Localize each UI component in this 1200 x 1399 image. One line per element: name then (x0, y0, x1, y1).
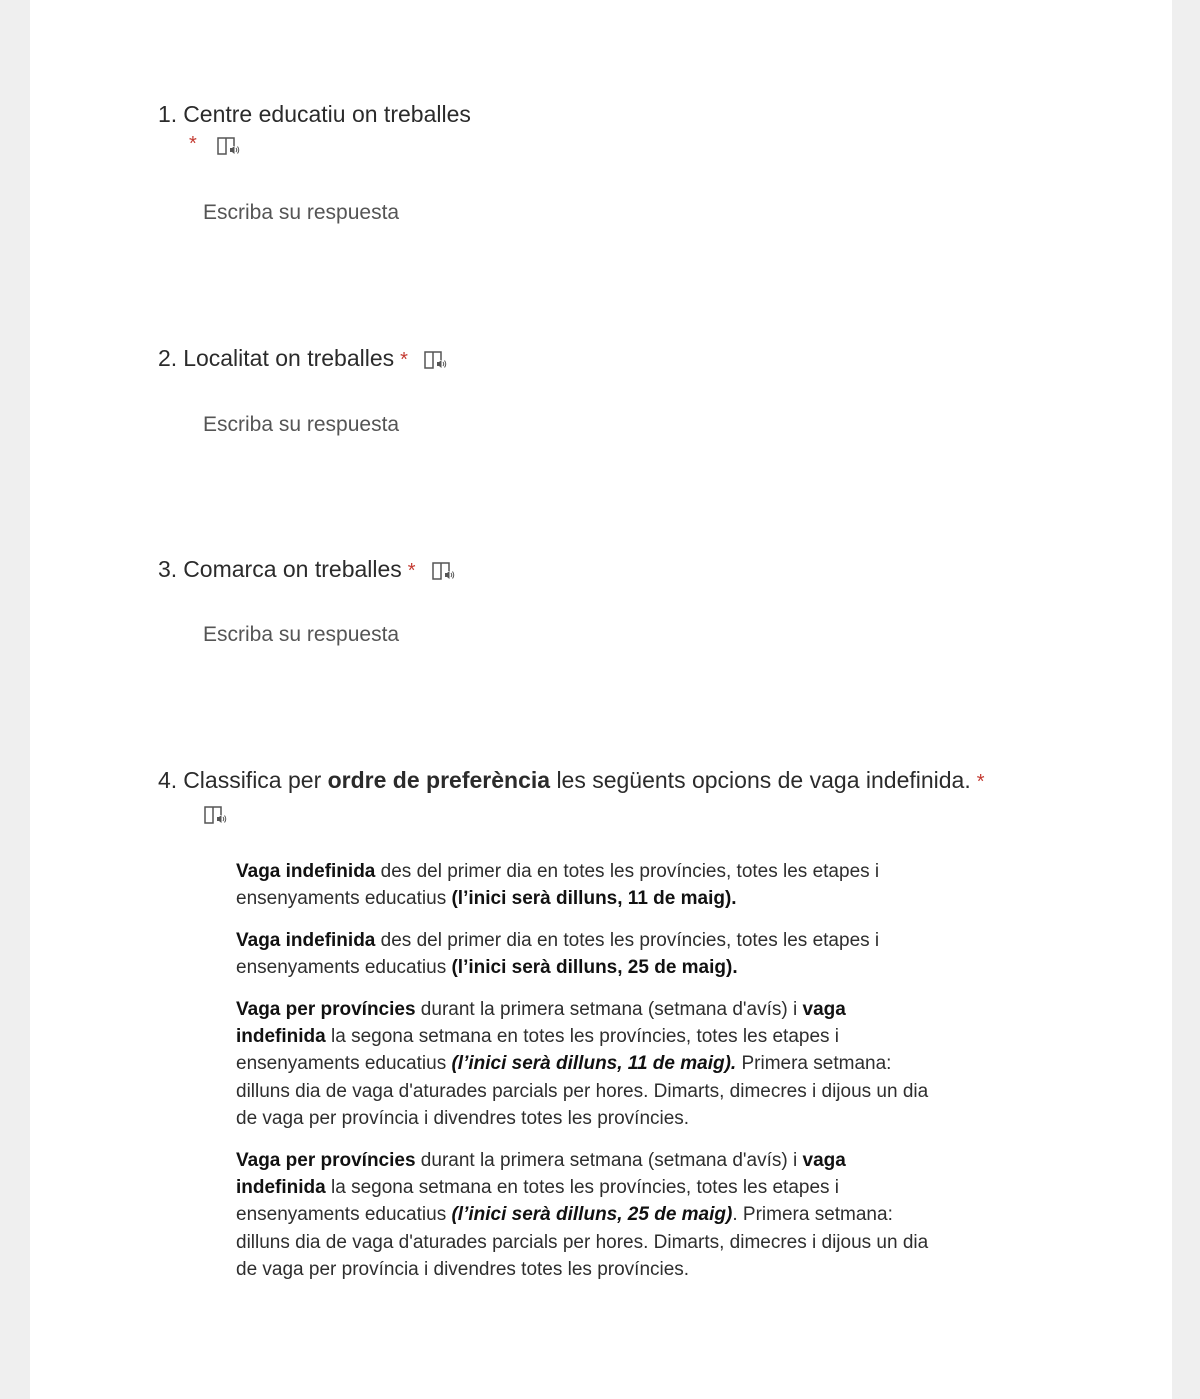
required-asterisk: * (407, 560, 416, 582)
answer-input-2[interactable]: Escriba su respuesta (203, 413, 400, 436)
question-4-title (158, 765, 985, 797)
option-text: la segona setmana en totes les províncies, totes les etapes i ensenyaments educatius (236, 1177, 840, 1226)
question-1-meta (189, 133, 241, 158)
option-text: . Primera setmana: dilluns dia de vaga d'aturades parcials per hores. Dimarts, dimecres i dijous un dia de vaga per província i divendres totes les províncies. (236, 1204, 929, 1281)
option-bold-lead: Vaga indefinida (236, 929, 376, 951)
ranking-option[interactable] (236, 858, 936, 913)
question-3-title (158, 554, 456, 586)
form-page (30, 0, 1172, 1399)
option-text: Primera setmana: dilluns dia de vaga d'aturades parcials per hores. Dimarts, dimecres i dijous un dia de vaga per província i divendres totes les províncies. (236, 1053, 929, 1130)
option-text: durant la primera setmana (setmana d'avís) i (415, 998, 803, 1020)
ranking-option[interactable] (236, 927, 936, 982)
option-bold-mid: vaga indefinida (236, 1149, 846, 1199)
question-number: 1. (158, 101, 178, 127)
option-bold-date: (l’inici serà dilluns, 25 de maig). (451, 957, 738, 979)
option-text: des del primer dia en totes les províncies, totes les etapes i ensenyaments educatius (236, 861, 880, 910)
question-text: Localitat on treballes (183, 345, 395, 371)
option-bold-mid: vaga indefinida (236, 998, 846, 1048)
question-2-title (158, 343, 448, 375)
question-text: Comarca on treballes (183, 556, 402, 582)
option-bold-italic-date: (l’inici serà dilluns, 11 de maig). (451, 1053, 737, 1075)
required-asterisk: * (976, 771, 985, 793)
answer-input-1[interactable]: Escriba su respuesta (203, 201, 400, 224)
immersive-reader-icon[interactable] (215, 134, 241, 158)
question-text: Centre educatiu on treballes (183, 101, 471, 127)
question-number: 4. (158, 767, 178, 793)
ranking-option[interactable] (236, 996, 936, 1133)
immersive-reader-icon[interactable] (430, 559, 456, 583)
option-bold-lead: Vaga per províncies (236, 1149, 416, 1171)
option-bold-italic-date: (l’inici serà dilluns, 25 de maig) (451, 1204, 733, 1226)
required-asterisk: * (400, 349, 408, 371)
question-1 (158, 99, 471, 224)
option-text: durant la primera setmana (setmana d'avís) i (415, 1149, 803, 1171)
option-bold-date: (l’inici serà dilluns, 11 de maig). (451, 888, 737, 910)
immersive-reader-icon[interactable] (202, 803, 228, 827)
option-bold-lead: Vaga per províncies (236, 998, 416, 1020)
required-asterisk: * (189, 133, 197, 155)
question-4-meta (202, 803, 228, 827)
question-number: 2. (158, 345, 178, 371)
question-text-bold: ordre de preferència (327, 767, 551, 793)
option-text: la segona setmana en totes les províncies, totes les etapes i ensenyaments educatius (236, 1026, 840, 1075)
question-number: 3. (158, 556, 178, 582)
answer-input-3[interactable]: Escriba su respuesta (203, 623, 400, 646)
question-1-title (158, 99, 471, 129)
ranking-options (236, 858, 936, 1298)
immersive-reader-icon[interactable] (422, 348, 448, 372)
question-2 (158, 343, 448, 436)
ranking-option[interactable] (236, 1147, 936, 1284)
question-3 (158, 554, 456, 646)
question-text-pre: Classifica per (183, 767, 322, 793)
question-text-post: les següents opcions de vaga indefinida. (556, 767, 971, 793)
option-bold-lead: Vaga indefinida (236, 861, 376, 882)
question-4 (158, 765, 985, 797)
option-text: des del primer dia en totes les províncies, totes les etapes i ensenyaments educatius (236, 929, 880, 979)
